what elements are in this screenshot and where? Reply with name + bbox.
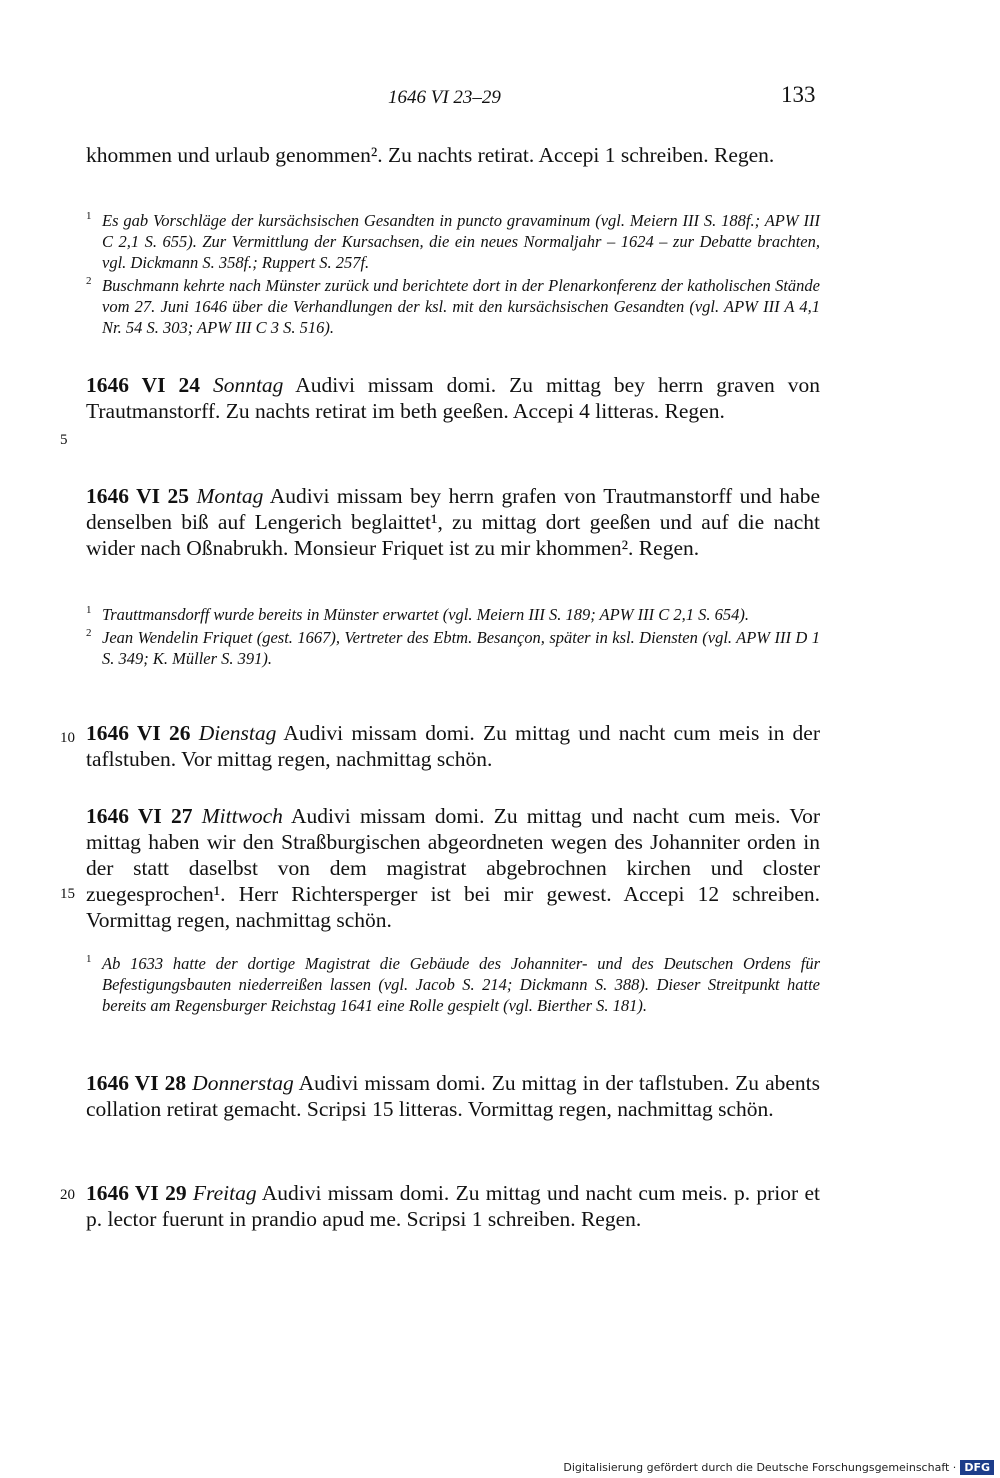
running-title: 1646 VI 23–29 [388,87,501,108]
entry-date: 1646 VI 28 [86,1071,187,1095]
entry-weekday: Montag [196,484,264,508]
entry-text: Audivi missam domi. Zu mittag und nacht cum meis in der taflstuben. Vor mittag regen, nachmittag schön. [86,721,821,771]
diary-entry-28 [86,1070,820,1122]
entry-date: 1646 VI 25 [86,484,189,508]
diary-entry-25 [86,483,820,561]
entry-date: 1646 VI 29 [86,1181,187,1205]
page-header [0,82,1000,112]
footnote-mark: 2 [86,275,92,287]
entry-weekday: Dienstag [198,721,277,745]
footnote-text: Ab 1633 hatte der dortige Magistrat die Gebäude des Johanniter- und des Deutschen Ordens für Befestigungsbauten niederreißen lassen (vgl. Jacob S. 214; Dickmann S. 388). Dieser Streitpunkt hatte bereits am Regensburger Reichstag 1641 eine Rolle gespielt (vgl. Bierther S. 181). [102,954,820,1015]
entry-text: Audivi missam domi. Zu mittag bey herrn graven von Trautmanstorff. Zu nachts retirat im beth geeßen. Accepi 4 litteras. Regen. [86,373,820,423]
footnote-mark: 1 [86,604,92,616]
footnote [86,953,820,1016]
entry-weekday: Sonntag [212,373,284,397]
footer-text: Digitalisierung gefördert durch die Deutsche Forschungsgemeinschaft · [563,1461,957,1474]
footnote-text: Jean Wendelin Friquet (gest. 1667), Vertreter des Ebtm. Besançon, später in ksl. Diensten (vgl. APW III D 1 S. 349; K. Müller S. 391). [102,628,820,668]
footnote-text: Trauttmansdorff wurde bereits in Münster erwartet (vgl. Meiern III S. 189; APW III C 2,1 S. 654). [102,605,749,624]
footnote [86,275,820,338]
entry-text: Audivi missam domi. Zu mittag und nacht cum meis. p. prior et p. lector fuerunt in prandio apud me. Scripsi 1 schreiben. Regen. [86,1181,820,1231]
footnotes-block-3 [86,953,820,1016]
entry-weekday: Freitag [192,1181,257,1205]
page-number: 133 [781,82,816,107]
diary-entry-24 [86,372,820,424]
footnote-mark: 2 [86,627,92,639]
dfg-logo: DFG [960,1460,994,1475]
entry-continuation [86,142,820,168]
diary-entry-29 [86,1180,820,1232]
digitization-footer [563,1461,994,1474]
footnotes-block-2 [86,604,820,669]
entry-date: 1646 VI 24 [86,373,200,397]
entry-weekday: Mittwoch [201,804,283,828]
line-number: 15 [60,886,75,902]
footnote [86,627,820,669]
entry-weekday: Donnerstag [192,1071,294,1095]
entry-text: Audivi missam domi. Zu mittag in der taflstuben. Zu abents collation retirat gemacht. Scripsi 15 litteras. Vormittag regen, nachmittag schön. [86,1071,820,1121]
diary-entry-27 [86,803,820,933]
entry-text: Audivi missam domi. Zu mittag und nacht cum meis. Vor mittag haben wir den Straßburgischen abgeordneten wegen des Johanniter orden in der statt daselbst von dem magistrat abgebrochnen kirchen und closter zuegesprochen¹. Herr Richtersperger ist bei mir gewest. Accepi 12 schreiben. Vormittag regen, nachmittag schön. [86,804,820,932]
footnote-mark: 1 [86,210,92,222]
entry-text: khommen und urlaub genommen². Zu nachts retirat. Accepi 1 schreiben. Regen. [86,143,775,167]
footnotes-block-1 [86,210,820,338]
entry-date: 1646 VI 26 [86,721,191,745]
footnote [86,604,820,625]
footnote-text: Es gab Vorschläge der kursächsischen Gesandten in puncto gravaminum (vgl. Meiern III S. 188f.; APW III C 2,1 S. 655). Zur Vermittlung der Kursachsen, die ein neues Normaljahr – 1624 – zur Debatte brachten, vgl. Dickmann S. 358f.; Ruppert S. 257f. [102,211,820,272]
line-number: 20 [60,1187,75,1203]
footnote-text: Buschmann kehrte nach Münster zurück und berichtete dort in der Plenarkonferenz der katholischen Stände vom 27. Juni 1646 über die Verhandlungen der ksl. mit den kursächsischen Gesandten (vgl. APW III A 4,1 Nr. 54 S. 303; APW III C 3 S. 516). [102,276,820,337]
footnote [86,210,820,273]
entry-text: Audivi missam bey herrn grafen von Trautmanstorff und habe denselben biß auf Lengerich beglaittet¹, zu mittag dort geeßen und auf die nacht wider nach Oßnabrukh. Monsieur Friquet ist zu mir khommen². Regen. [86,484,820,560]
diary-entry-26 [86,720,820,772]
line-number: 10 [60,730,75,746]
line-number: 5 [60,432,68,448]
entry-date: 1646 VI 27 [86,804,193,828]
footnote-mark: 1 [86,953,92,965]
